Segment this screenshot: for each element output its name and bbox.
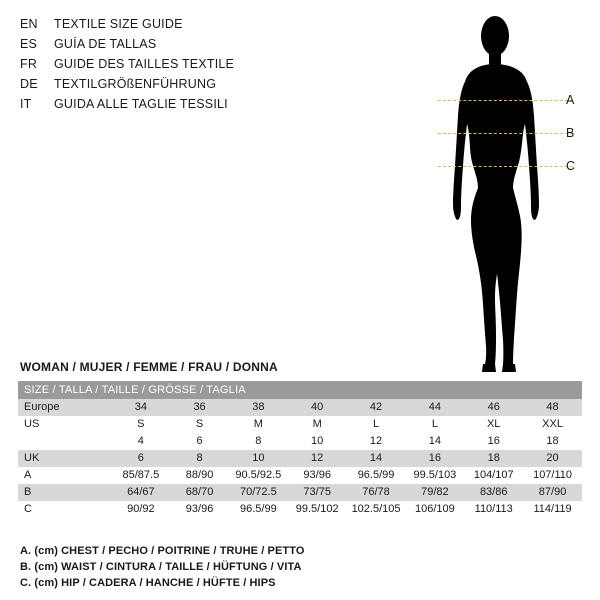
language-title: GUIDA ALLE TAGLIE TESSILI <box>54 97 228 111</box>
cell: 10 <box>311 435 324 447</box>
row-label: B <box>24 486 32 498</box>
legend-line-b: B. (cm) WAIST / CINTURA / TAILLE / HÜFTUNG / VITA <box>20 561 302 573</box>
cell: 18 <box>546 435 559 447</box>
legend-line-a: A. (cm) CHEST / PECHO / POITRINE / TRUHE / PETTO <box>20 545 305 557</box>
table-row <box>18 484 582 501</box>
cell: 36 <box>193 401 206 413</box>
table-row <box>18 501 582 518</box>
cell: 85/87.5 <box>122 469 160 481</box>
table-row <box>18 467 582 484</box>
cell: 46 <box>487 401 500 413</box>
table-header-row <box>18 381 582 399</box>
language-title: TEXTILE SIZE GUIDE <box>54 17 183 31</box>
measure-label-c: C <box>566 159 576 173</box>
row-label: UK <box>24 452 40 464</box>
cell: 106/109 <box>415 503 455 515</box>
language-code: DE <box>20 77 38 91</box>
cell: M <box>312 418 322 430</box>
language-row <box>20 74 350 94</box>
cell: 16 <box>487 435 500 447</box>
cell: 110/113 <box>474 503 513 515</box>
cell: 93/96 <box>185 503 214 515</box>
cell: XXL <box>542 418 563 430</box>
cell: 107/110 <box>533 469 573 481</box>
language-code: EN <box>20 17 38 31</box>
cell: 83/86 <box>479 486 508 498</box>
cell: L <box>431 418 438 430</box>
language-code: ES <box>20 37 38 51</box>
size-table <box>18 381 582 518</box>
cell: 12 <box>311 452 324 464</box>
row-label: US <box>24 418 40 430</box>
cell: 4 <box>137 435 144 447</box>
cell: 70/72.5 <box>239 486 277 498</box>
cell: 73/75 <box>303 486 331 498</box>
cell: 44 <box>428 401 442 413</box>
measurement-legend <box>20 543 305 591</box>
table-row <box>18 450 582 467</box>
cell: 6 <box>196 435 203 447</box>
cell: 42 <box>369 401 383 413</box>
table-header-label: SIZE / TALLA / TAILLE / GRÖSSE / TAGLIA <box>24 384 246 396</box>
row-label: Europe <box>24 401 60 413</box>
language-title: GUIDE DES TAILLES TEXTILE <box>54 57 235 71</box>
language-header-block <box>20 14 350 114</box>
cell: 14 <box>428 435 442 447</box>
language-row <box>20 94 350 114</box>
cell: S <box>195 418 204 430</box>
cell: 48 <box>546 401 559 413</box>
language-code: IT <box>20 97 32 111</box>
cell: 90.5/92.5 <box>235 469 282 481</box>
cell: 90/92 <box>127 503 155 515</box>
cell: 18 <box>487 452 500 464</box>
cell: 68/70 <box>185 486 214 498</box>
language-code: FR <box>20 57 38 71</box>
cell: 14 <box>369 452 383 464</box>
female-body-silhouette-icon <box>440 8 550 376</box>
cell: 10 <box>252 452 265 464</box>
cell: 8 <box>196 452 203 464</box>
measure-line-a <box>438 100 573 101</box>
table-row <box>18 399 582 416</box>
measure-label-a: A <box>566 93 575 107</box>
cell: S <box>137 418 145 430</box>
section-title: WOMAN / MUJER / FEMME / FRAU / DONNA <box>20 360 278 374</box>
cell: 114/119 <box>533 503 572 515</box>
cell: 102.5/105 <box>351 503 401 515</box>
measure-label-b: B <box>566 126 575 140</box>
cell: 34 <box>134 401 147 413</box>
row-label: A <box>24 469 32 481</box>
table-row <box>18 433 582 450</box>
cell: 79/82 <box>421 486 449 498</box>
cell: M <box>253 418 263 430</box>
measure-line-c <box>438 166 573 167</box>
cell: 12 <box>369 435 383 447</box>
cell: L <box>372 418 380 430</box>
language-row <box>20 54 350 74</box>
cell: 88/90 <box>185 469 214 481</box>
cell: 93/96 <box>303 469 331 481</box>
cell: 87/90 <box>538 486 567 498</box>
cell: 20 <box>546 452 559 464</box>
row-label: C <box>24 503 32 515</box>
language-title: GUÍA DE TALLAS <box>54 37 157 51</box>
legend-line-c: C. (cm) HIP / CADERA / HANCHE / HÜFTE / HIPS <box>20 577 276 589</box>
table-row <box>18 416 582 433</box>
cell: 99.5/103 <box>413 469 457 481</box>
cell: XL <box>486 418 501 430</box>
cell: 96.5/99 <box>357 469 395 481</box>
cell: 76/78 <box>362 486 390 498</box>
cell: 16 <box>428 452 442 464</box>
female-figure-diagram <box>420 8 590 378</box>
cell: 38 <box>252 401 265 413</box>
cell: 99.5/102 <box>295 503 339 515</box>
cell: 104/107 <box>473 469 514 481</box>
row-label <box>18 433 111 450</box>
cell: 6 <box>137 452 144 464</box>
language-title: TEXTILGRÖßENFÜHRUNG <box>54 77 217 91</box>
cell: 40 <box>311 401 324 413</box>
measure-line-b <box>438 133 573 134</box>
cell: 8 <box>255 435 262 447</box>
cell: 96.5/99 <box>239 503 277 515</box>
language-row <box>20 14 350 34</box>
cell: 64/67 <box>127 486 155 498</box>
language-row <box>20 34 350 54</box>
